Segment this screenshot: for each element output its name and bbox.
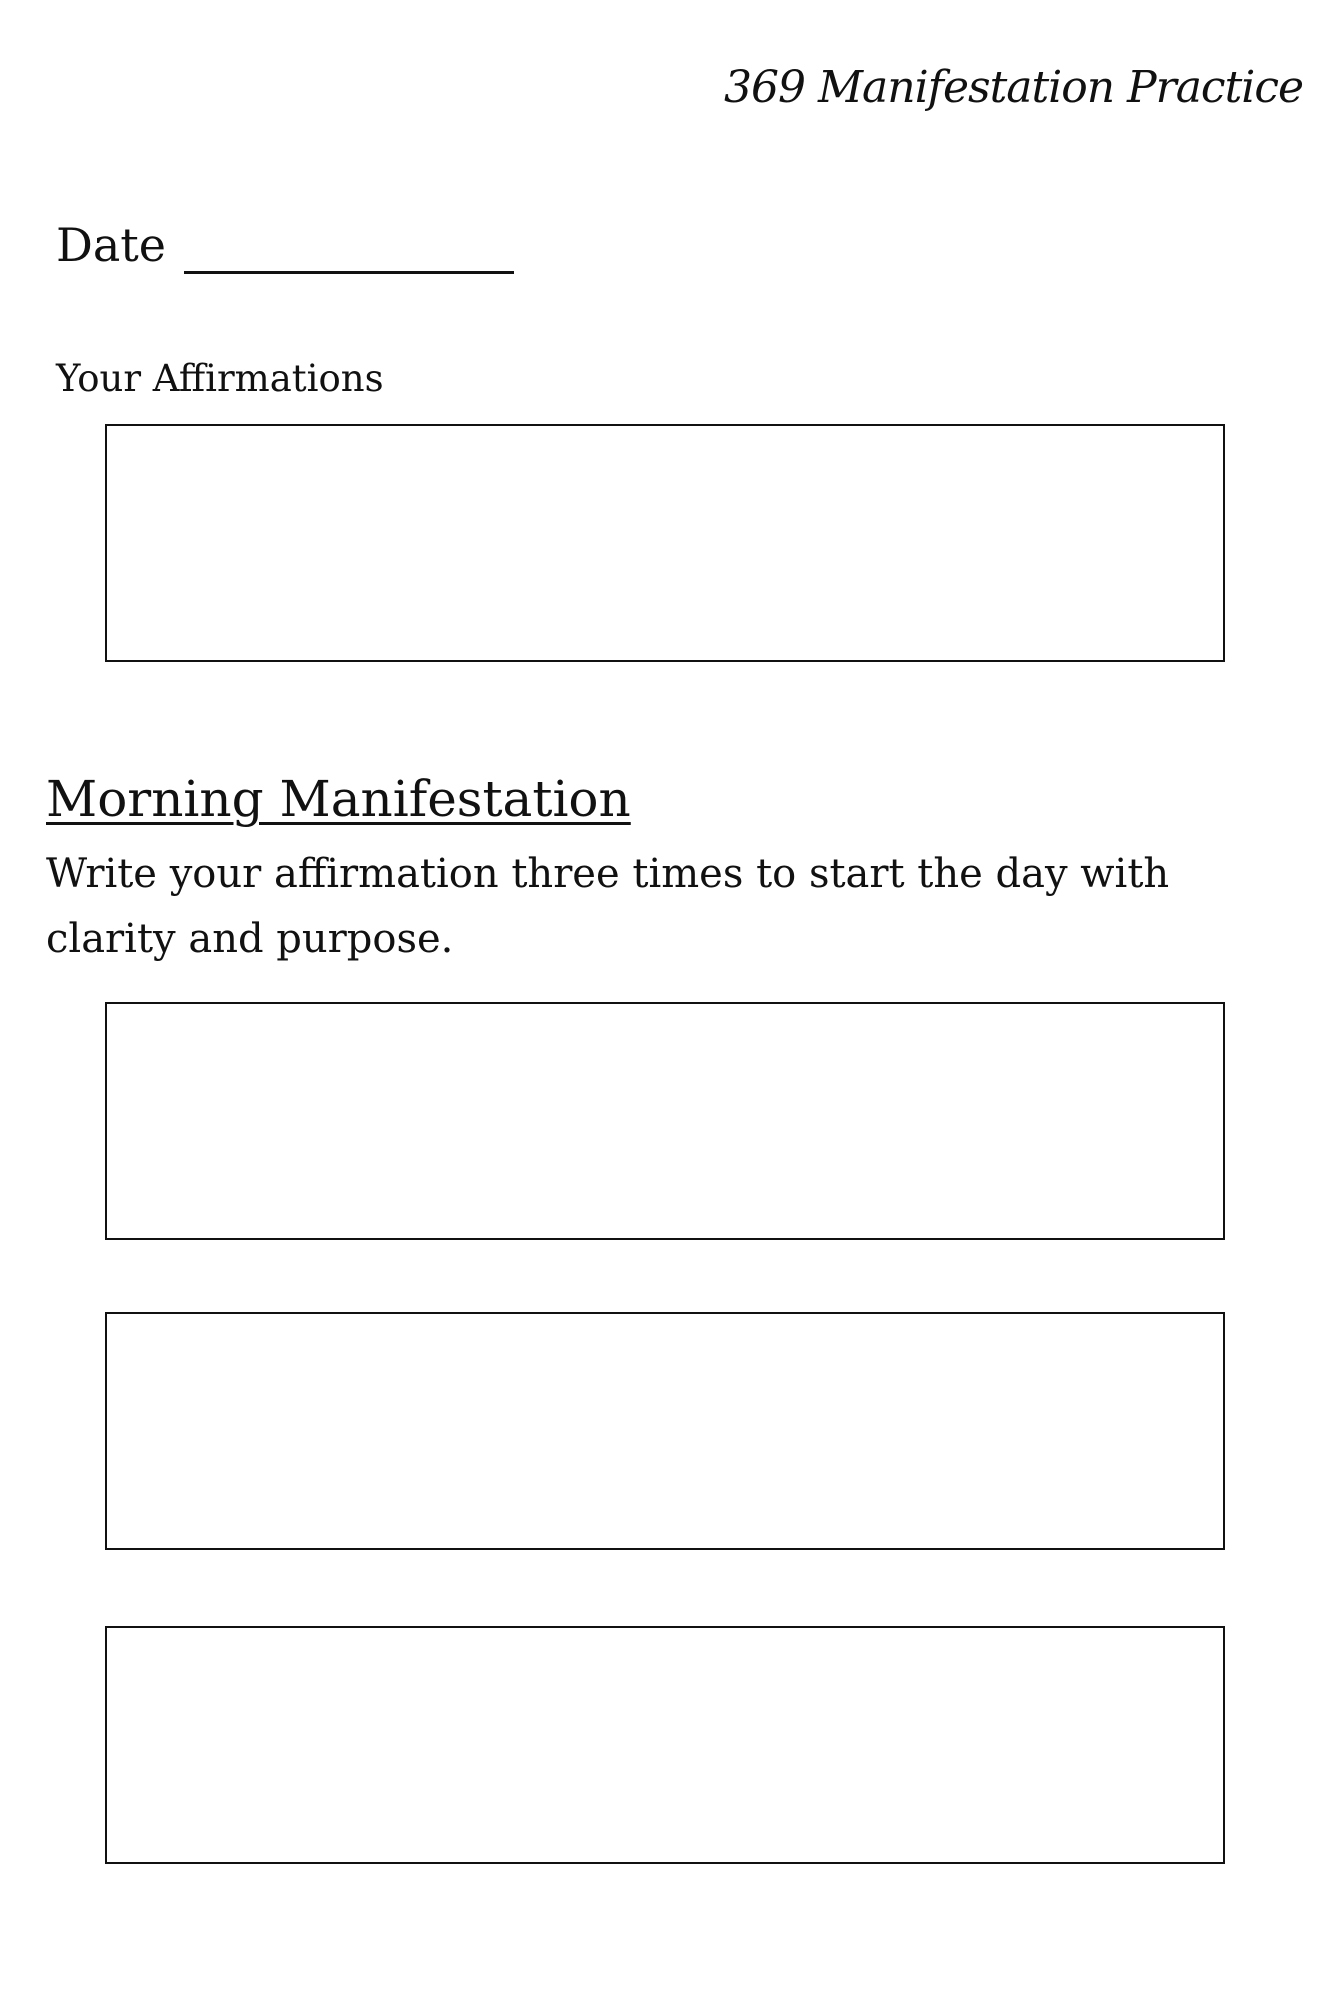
morning-affirmation-box-1[interactable] <box>105 1002 1225 1240</box>
date-row <box>56 218 514 272</box>
morning-manifestation-description: Write your affirmation three times to start the day with clarity and purpose. <box>46 851 1170 962</box>
affirmations-label: Your Affirmations <box>56 357 384 400</box>
date-write-line[interactable] <box>184 271 514 274</box>
morning-manifestation-heading: Morning Manifestation <box>46 770 631 828</box>
morning-affirmation-box-3[interactable] <box>105 1626 1225 1864</box>
page-script-title: 369 Manifestation Practice <box>724 62 1303 113</box>
morning-affirmation-box-2[interactable] <box>105 1312 1225 1550</box>
date-label: Date <box>56 218 167 272</box>
affirmations-box[interactable] <box>105 424 1225 662</box>
